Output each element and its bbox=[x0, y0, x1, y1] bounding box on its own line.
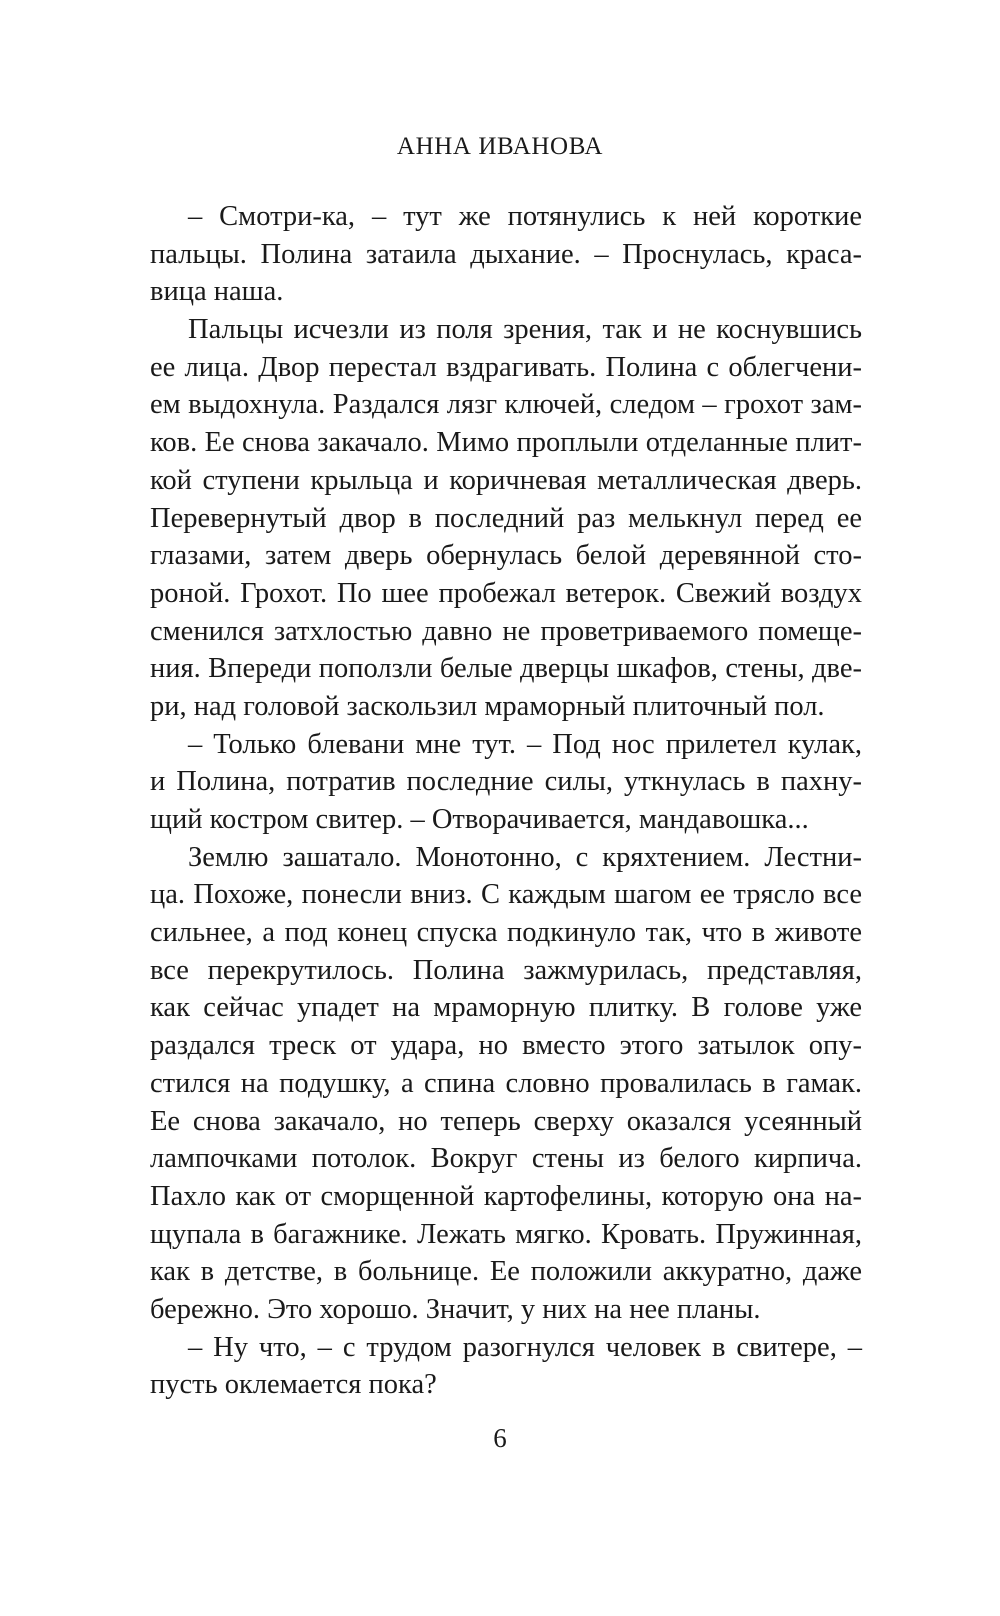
text-line: пусть оклемается пока? bbox=[150, 1369, 437, 1401]
text-line: роной. Грохот. По шее пробежал ветерок. Свежий воздух bbox=[150, 577, 862, 609]
text-line: лампочками потолок. Вокруг стены из белого кирпича. bbox=[150, 1143, 862, 1175]
text-line: ем выдохнула. Раздался лязг ключей, следом – грохот зам- bbox=[150, 389, 862, 421]
text-line: глазами, затем дверь обернулась белой деревянной сто- bbox=[150, 540, 862, 572]
text-line: стился на подушку, а спина словно провалилась в гамак. bbox=[150, 1067, 862, 1099]
text-line: ния. Впереди поползли белые дверцы шкафов, стены, две- bbox=[150, 653, 862, 685]
text-line: и Полина, потратив последние силы, уткнулась в пахну- bbox=[150, 766, 862, 798]
text-line: как в детстве, в больнице. Ее положили аккуратно, даже bbox=[150, 1256, 862, 1288]
text-line: все перекрутилось. Полина зажмурилась, представляя, bbox=[150, 954, 862, 986]
text-line: сильнее, а под конец спуска подкинуло так, что в животе bbox=[150, 917, 862, 949]
text-line: Пальцы исчезли из поля зрения, так и не коснувшись bbox=[188, 314, 862, 346]
page-number: 6 bbox=[493, 1423, 507, 1453]
text-line: щупала в багажнике. Лежать мягко. Кровать. Пружинная, bbox=[150, 1218, 862, 1250]
text-line: ее лица. Двор перестал вздрагивать. Полина с облегчени- bbox=[150, 351, 862, 383]
text-line: сменился затхлостью давно не проветриваемого помеще- bbox=[150, 615, 862, 647]
text-line: ков. Ее снова закачало. Мимо проплыли отделанные плит- bbox=[150, 427, 862, 459]
text-line: пальцы. Полина затаила дыхание. – Проснулась, краса- bbox=[150, 238, 862, 270]
text-line: ца. Похоже, понесли вниз. С каждым шагом ее трясло все bbox=[150, 879, 862, 911]
text-line: бережно. Это хорошо. Значит, у них на нее планы. bbox=[150, 1293, 761, 1325]
text-line: – Смотри-ка, – тут же потянулись к ней короткие bbox=[188, 201, 862, 232]
text-line: – Только блевани мне тут. – Под нос прилетел кулак, bbox=[188, 728, 862, 760]
text-line: Перевернутый двор в последний раз мелькнул перед ее bbox=[150, 502, 862, 534]
text-line: щий костром свитер. – Отворачивается, мандавошка... bbox=[150, 804, 809, 835]
text-line: вица наша. bbox=[150, 276, 284, 308]
body-text bbox=[150, 198, 862, 1404]
text-line: – Ну что, – с трудом разогнулся человек в свитере, – bbox=[188, 1331, 862, 1363]
text-line: раздался треск от удара, но вместо этого затылок опу- bbox=[150, 1030, 862, 1062]
text-line: как сейчас упадет на мраморную плитку. В голове уже bbox=[150, 992, 862, 1024]
text-line: Ее снова закачало, но теперь сверху оказался усеянный bbox=[150, 1105, 862, 1137]
text-line: Землю зашатало. Монотонно, с кряхтением. Лестни- bbox=[188, 841, 862, 873]
text-line: Пахло как от сморщенной картофелины, которую она на- bbox=[150, 1180, 862, 1212]
text-line: кой ступени крыльца и коричневая металлическая дверь. bbox=[150, 464, 862, 496]
text-line: ри, над головой заскользил мраморный плиточный пол. bbox=[150, 690, 825, 722]
running-head: АННА ИВАНОВА bbox=[396, 133, 604, 160]
